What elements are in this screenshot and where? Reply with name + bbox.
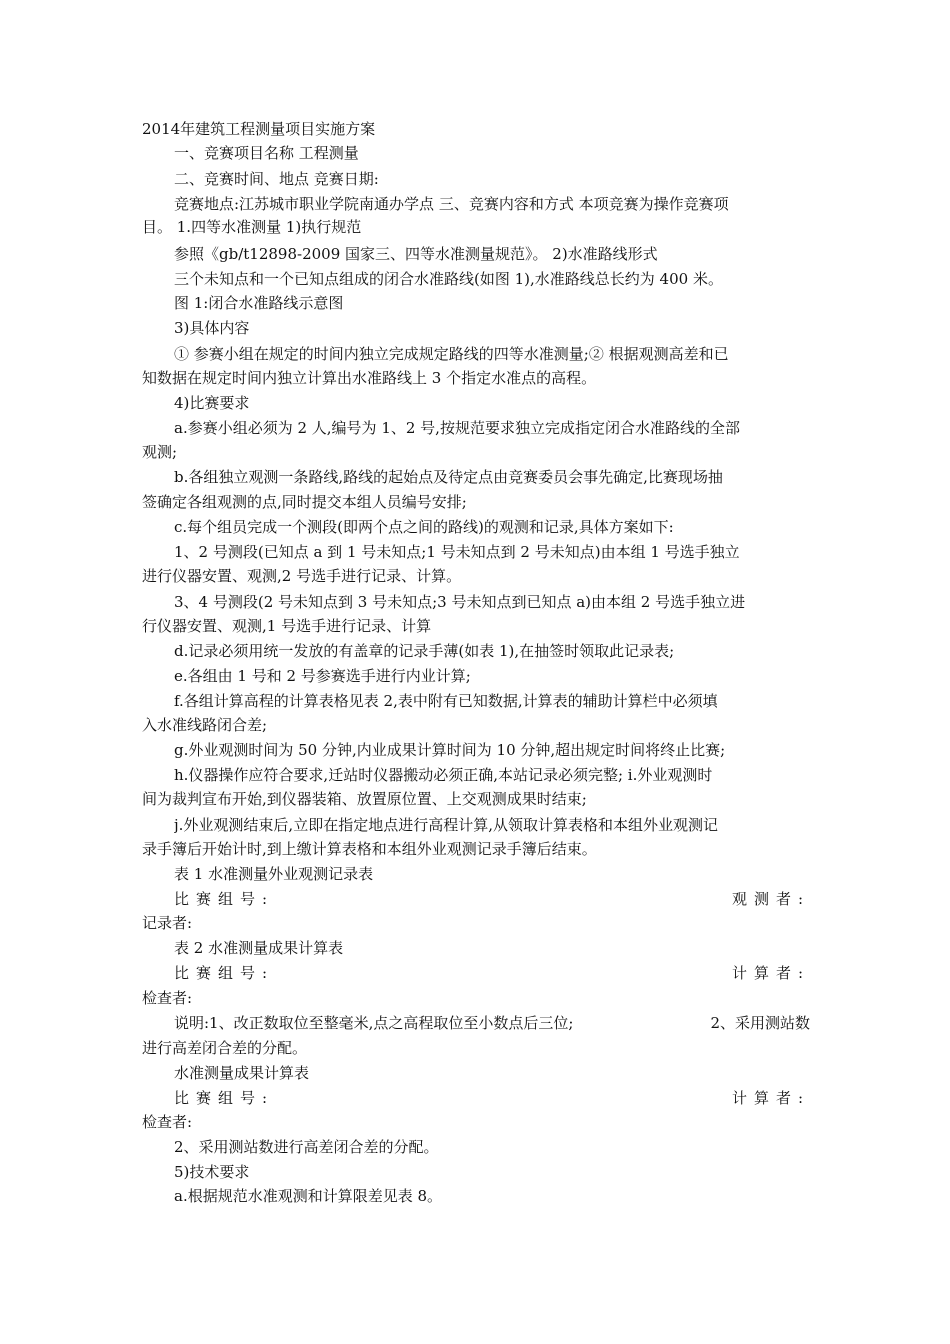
requirement-b-line-1: b.各组独立观测一条路线,路线的起始点及待定点由竞赛委员会事先确定,比赛现场抽 (174, 468, 723, 486)
table-3-group-label: 比赛组号: (174, 1089, 275, 1107)
figure-1-caption: 图 1:闭合水准路线示意图 (174, 294, 344, 312)
segment-3-4-line-2: 行仪器安置、观测,1 号选手进行记录、计算 (142, 617, 432, 635)
note-line-1-part-2: 2、采用测站数 (710, 1014, 810, 1032)
table-3-checker-label: 检查者: (142, 1113, 193, 1131)
requirement-e: e.各组由 1 号和 2 号参赛选手进行内业计算; (174, 667, 471, 685)
table-1-observer-label: 观测者: (731, 890, 810, 908)
requirement-c: c.每个组员完成一个测段(即两个点之间的路线)的观测和记录,具体方案如下: (174, 518, 674, 536)
requirement-j-line-1: j.外业观测结束后,立即在指定地点进行高程计算,从领取计算表格和本组外业观测记 (174, 816, 718, 834)
subheading-requirements: 4)比赛要求 (174, 394, 250, 412)
requirement-h-line-1: h.仪器操作应符合要求,迁站时仪器搬动必须正确,本站记录必须完整; i.外业观测时 (174, 766, 713, 784)
section-1-heading: 一、竞赛项目名称 工程测量 (174, 144, 359, 162)
subheading-technical-requirements: 5)技术要求 (174, 1163, 250, 1181)
note-line-2: 进行高差闭合差的分配。 (142, 1039, 308, 1057)
paragraph-content-line-1: ① 参赛小组在规定的时间内独立完成规定路线的四等水准测量;② 根据观测高差和已 (174, 345, 729, 363)
requirement-g: g.外业观测时间为 50 分钟,内业成果计算时间为 10 分钟,超出规定时间将终止比赛; (174, 741, 726, 759)
table-3-calculator-label: 计算者: (731, 1089, 810, 1107)
table-1-header-row (174, 887, 810, 911)
requirement-j-line-2: 录手簿后开始计时,到上缴计算表格和本组外业观测记录手簿后结束。 (142, 840, 597, 858)
requirement-f-line-1: f.各组计算高程的计算表格见表 2,表中附有已知数据,计算表的辅助计算栏中必须填 (174, 692, 718, 710)
segment-1-2-line-2: 进行仪器安置、观测,2 号选手进行记录、计算。 (142, 567, 462, 585)
paragraph-content-line-2: 知数据在规定时间内独立计算出水准路线上 3 个指定水准点的高程。 (142, 369, 597, 387)
table-3-caption: 水准测量成果计算表 (174, 1064, 310, 1082)
segment-1-2-line-1: 1、2 号测段(已知点 a 到 1 号未知点;1 号未知点到 2 号未知点)由本组 1 号选手独立 (174, 543, 740, 561)
paragraph-venue-line-2: 目。 1.四等水准测量 1)执行规范 (142, 218, 362, 236)
table-2-caption: 表 2 水准测量成果计算表 (174, 939, 344, 957)
paragraph-route-form: 三个未知点和一个已知点组成的闭合水准路线(如图 1),水准路线总长约为 400 米。 (174, 270, 723, 288)
requirement-a-line-2: 观测; (142, 443, 178, 461)
table-2-checker-label: 检查者: (142, 989, 193, 1007)
note-adjustment: 2、采用测站数进行高差闭合差的分配。 (174, 1138, 439, 1156)
paragraph-venue-line-1: 竞赛地点:江苏城市职业学院南通办学点 三、竞赛内容和方式 本项竞赛为操作竞赛项 (174, 195, 729, 213)
subheading-content: 3)具体内容 (174, 319, 250, 337)
table-3-header-row (174, 1086, 810, 1110)
table-2-calculator-label: 计算者: (731, 964, 810, 982)
table-1-recorder-label: 记录者: (142, 914, 193, 932)
requirement-h-line-2: 间为裁判宣布开始,到仪器装箱、放置原位置、上交观测成果时结束; (142, 790, 587, 808)
technical-requirement-a: a.根据规范水准观测和计算限差见表 8。 (174, 1187, 443, 1205)
table-1-group-label: 比赛组号: (174, 890, 275, 908)
section-2-heading: 二、竞赛时间、地点 竞赛日期: (174, 170, 379, 188)
requirement-b-line-2: 签确定各组观测的点,同时提交本组人员编号安排; (142, 493, 467, 511)
table-1-caption: 表 1 水准测量外业观测记录表 (174, 865, 374, 883)
requirement-a-line-1: a.参赛小组必须为 2 人,编号为 1、2 号,按规范要求独立完成指定闭合水准路线的全部 (174, 419, 740, 437)
note-line-1-part-1: 说明:1、改正数取位至整毫米,点之高程取位至小数点后三位; (174, 1014, 574, 1032)
segment-3-4-line-1: 3、4 号测段(2 号未知点到 3 号未知点;3 号未知点到已知点 a)由本组 2 号选手独立进 (174, 593, 746, 611)
requirement-f-line-2: 入水准线路闭合差; (142, 716, 268, 734)
document-title: 2014年建筑工程测量项目实施方案 (142, 120, 376, 138)
paragraph-standard-reference: 参照《gb/t12898-2009 国家三、四等水准测量规范》。 2)水准路线形式 (174, 245, 658, 263)
note-line-1 (174, 1011, 810, 1035)
table-2-group-label: 比赛组号: (174, 964, 275, 982)
table-2-header-row (174, 961, 810, 985)
requirement-d: d.记录必须用统一发放的有盖章的记录手薄(如表 1),在抽签时领取此记录表; (174, 642, 675, 660)
